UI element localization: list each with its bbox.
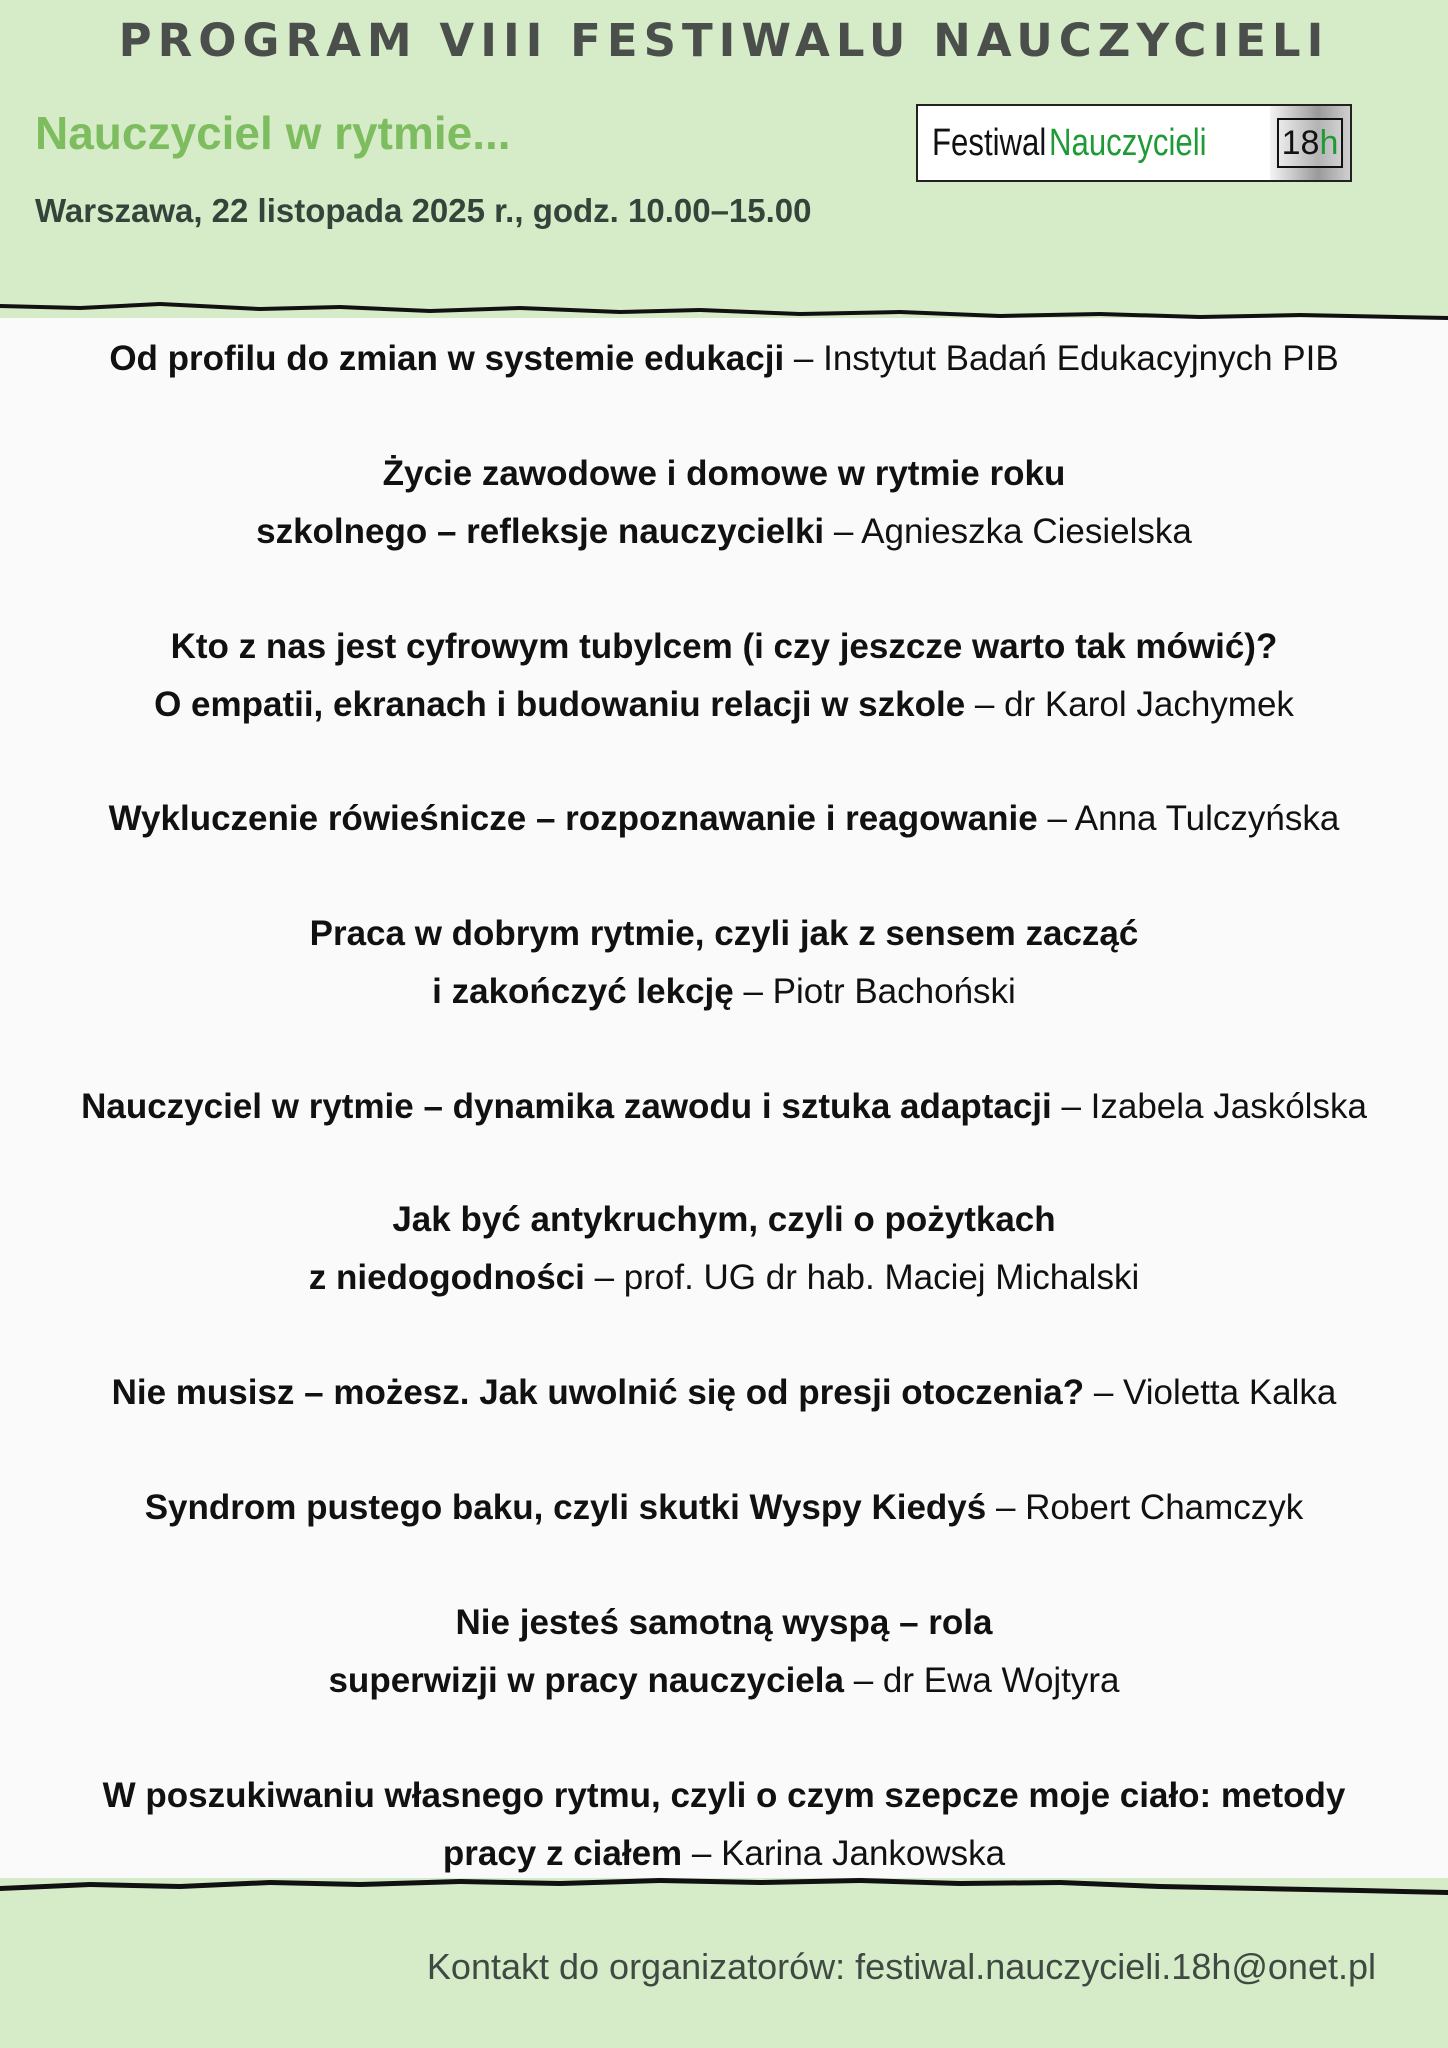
speaker-name: – Robert Chamczyk (986, 1488, 1304, 1527)
talk-title: Życie zawodowe i domowe w rytmie roku (382, 454, 1066, 493)
program-item (40, 1767, 1408, 1883)
talk-title: Syndrom pustego baku, czyli skutki Wyspy Kiedyś (144, 1488, 987, 1527)
speaker-name: – Izabela Jaskólska (1051, 1087, 1367, 1126)
program-item (40, 330, 1408, 388)
program-item-line (40, 676, 1408, 734)
speaker-name: – dr Ewa Wojtyra (843, 1661, 1120, 1700)
program-item-line (40, 1767, 1408, 1825)
program-item (40, 1078, 1408, 1136)
talk-title: z niedogodności (308, 1258, 585, 1297)
program-item-line (40, 1479, 1408, 1537)
program-item (40, 1364, 1408, 1422)
speaker-name: – Agnieszka Ciesielska (824, 512, 1192, 551)
speaker-name: – Instytut Badań Edukacyjnych PIB (784, 339, 1339, 378)
logo-h: h (1319, 124, 1339, 162)
program-item-line (40, 1191, 1408, 1249)
logo-word-festiwal: Festiwal (932, 121, 1047, 164)
talk-title: pracy z ciałem (442, 1834, 683, 1873)
speaker-name: – Piotr Bachoński (733, 972, 1016, 1011)
speaker-name: – Karina Jankowska (682, 1834, 1006, 1873)
program-item (40, 1191, 1408, 1307)
logo-word-nauczycieli: Nauczycieli (1049, 121, 1207, 164)
talk-title: Od profilu do zmian w systemie edukacji (109, 339, 785, 378)
talk-title: szkolnego – refleksje nauczycielki (256, 512, 825, 551)
festival-theme: Nauczyciel w rytmie... (35, 107, 511, 159)
contact-info: Kontakt do organizatorów: festiwal.nauczycieli.18h@onet.pl (426, 1946, 1376, 1987)
program-item (40, 1479, 1408, 1537)
program-item (40, 1594, 1408, 1710)
program-item-line (40, 790, 1408, 848)
talk-title: Nie musisz – możesz. Jak uwolnić się od presji otoczenia? (111, 1373, 1085, 1412)
program-item-line (40, 503, 1408, 561)
talk-title: Kto z nas jest cyfrowym tubylcem (i czy jeszcze warto tak mówić)? (170, 627, 1278, 666)
program-item (40, 905, 1408, 1021)
program-item-line (40, 618, 1408, 676)
speaker-name: – Anna Tulczyńska (1037, 799, 1340, 838)
program-item-line (40, 1364, 1408, 1422)
speaker-name: – Violetta Kalka (1084, 1373, 1337, 1412)
program-item-line (40, 1078, 1408, 1136)
talk-title: superwizji w pracy nauczyciela (328, 1661, 844, 1700)
talk-title: Nie jesteś samotną wyspą – rola (455, 1603, 993, 1642)
program-item-line (40, 905, 1408, 963)
program-item (40, 790, 1408, 848)
talk-title: W poszukiwaniu własnego rytmu, czyli o czym szepcze moje ciało: metody (102, 1776, 1346, 1815)
program-title: PROGRAM VIII FESTIWALU NAUCZYCIELI (118, 14, 1330, 67)
speaker-name: – dr Karol Jachymek (965, 685, 1294, 724)
torn-edge-bottom (0, 1872, 1448, 1902)
talk-title: Nauczyciel w rytmie – dynamika zawodu i sztuka adaptacji (81, 1087, 1052, 1126)
festival-logo (916, 104, 1352, 182)
program-item-line (40, 330, 1408, 388)
program-item-line (40, 1594, 1408, 1652)
program-item-line (40, 1249, 1408, 1307)
talk-title: Wykluczenie rówieśnicze – rozpoznawanie i reagowanie (108, 799, 1038, 838)
talk-title: Praca w dobrym rytmie, czyli jak z sensem zacząć (309, 914, 1139, 953)
program-item-line (40, 963, 1408, 1021)
speaker-name: – prof. UG dr hab. Maciej Michalski (584, 1258, 1140, 1297)
torn-edge-top (0, 296, 1448, 326)
talk-title: i zakończyć lekcję (432, 972, 734, 1011)
program-item-line (40, 1652, 1408, 1710)
program-item (40, 445, 1408, 561)
program-item-line (40, 445, 1408, 503)
event-date-location: Warszawa, 22 listopada 2025 r., godz. 10.00–15.00 (35, 192, 812, 229)
talk-title: Jak być antykruchym, czyli o pożytkach (392, 1200, 1056, 1239)
program-item (40, 618, 1408, 734)
logo-18h-mark (1277, 118, 1344, 168)
logo-18h-badge (1270, 106, 1350, 180)
talk-title: O empatii, ekranach i budowaniu relacji w szkole (154, 685, 966, 724)
logo-18: 18 (1281, 124, 1320, 162)
